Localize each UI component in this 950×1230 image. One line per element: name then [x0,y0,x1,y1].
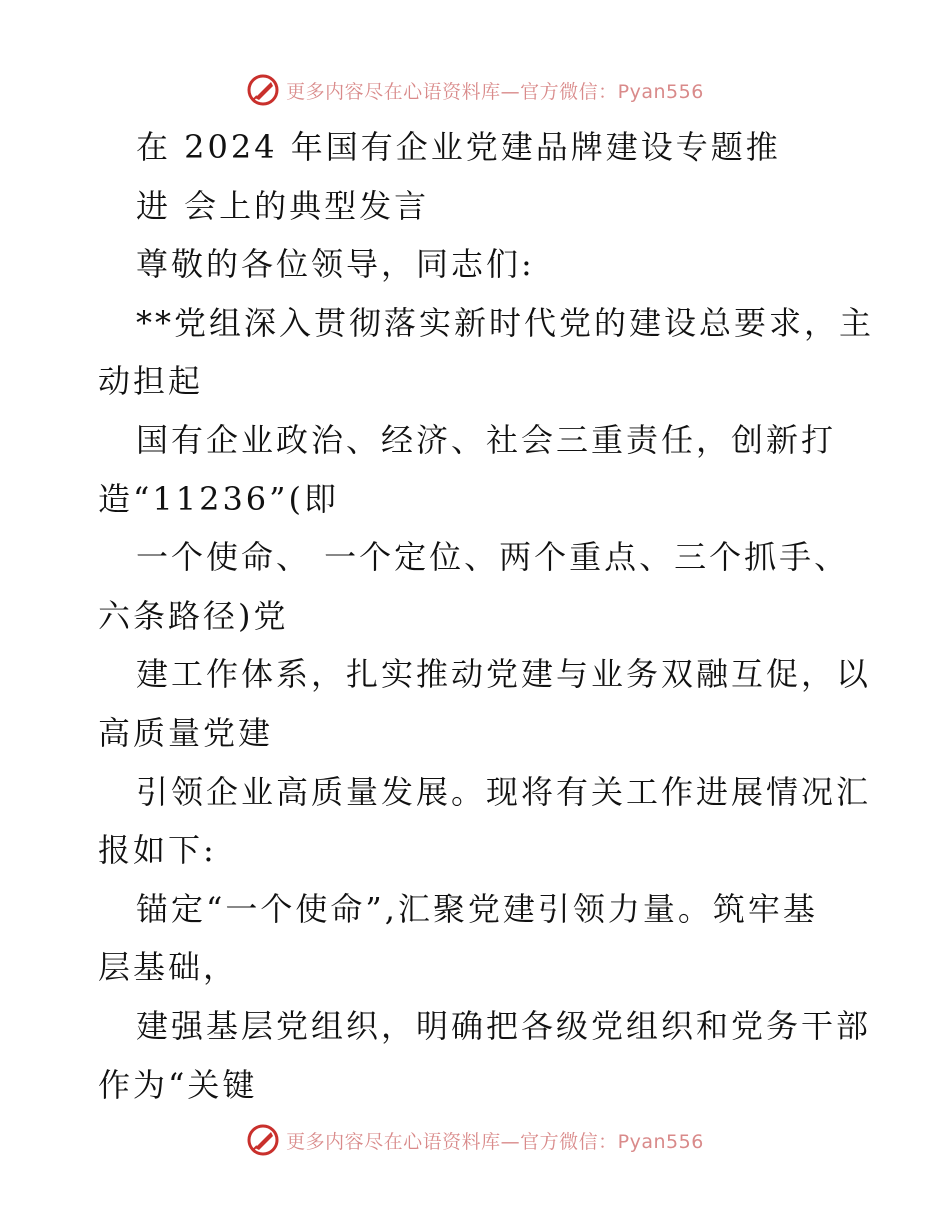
text-line: 造“11236”(即 [98,479,340,518]
text-line: 一个使命、 一个定位、两个重点、三个抓手、 [136,538,850,577]
text-line: 作为“关键 [98,1065,258,1104]
text-line: 层基础， [98,948,239,987]
text-line: 高质量党建 [98,713,274,752]
text-line: 引领企业高质量发展。现将有关工作进展情况汇 [136,772,872,811]
banner-text: 更多内容尽在心语资料库—官方微信：Pyan556 [286,1130,704,1153]
text-line: 锚定“一个使命”,汇聚党建引领力量。筑牢基 [136,889,818,928]
text-line: 建强基层党组织，明确把各级党组织和党务干部 [136,1006,872,1045]
quill-pen-logo-icon [246,73,280,107]
banner-text: 更多内容尽在心语资料库—官方微信：Pyan556 [286,80,704,103]
document-body [98,118,875,1114]
text-line: 国有企业政治、经济、社会三重责任，创新打 [136,420,837,459]
text-line: 进 会上的典型发言 [136,186,430,225]
text-line: 动担起 [98,362,204,401]
quill-pen-logo-icon [246,1123,280,1157]
footer-banner [0,1120,950,1160]
text-line: 建工作体系，扎实推动党建与业务双融互促，以 [136,655,872,694]
text-line: 尊敬的各位领导，同志们: [136,245,535,284]
text-line: 在 2024 年国有企业党建品牌建设专题推 [136,128,781,166]
text-line: 报如下: [98,831,217,870]
text-line: 六条路径)党 [98,596,289,635]
text-line: **党组深入贯彻落实新时代党的建设总要求，主 [136,303,875,342]
header-banner [0,70,950,110]
